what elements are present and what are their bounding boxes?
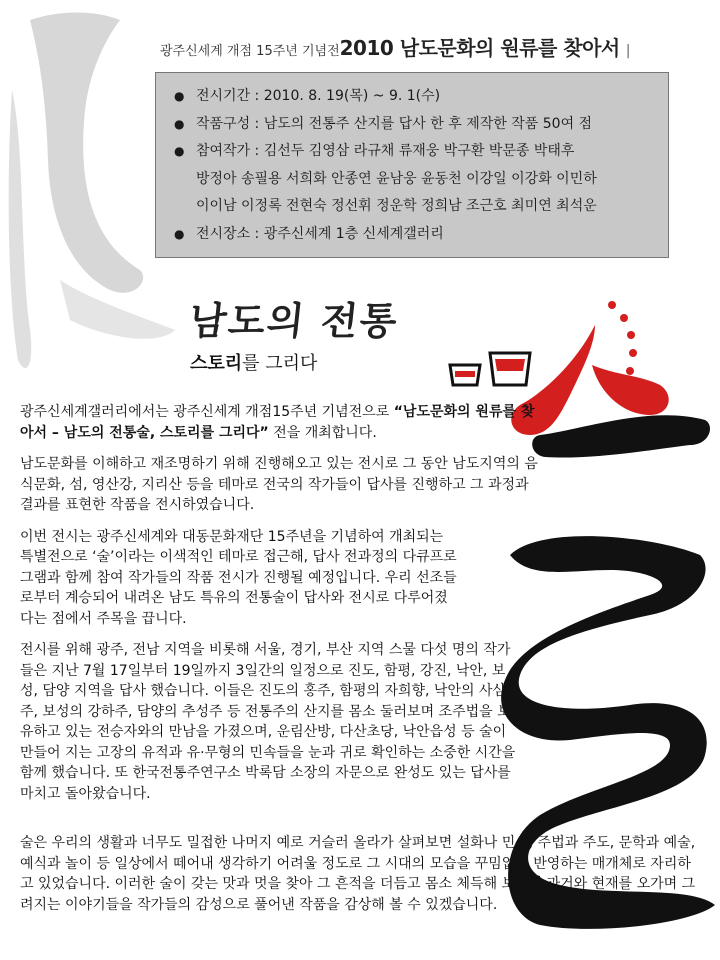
- page-header: [160, 32, 700, 66]
- calligraphy-title: [187, 290, 450, 390]
- cup-icon: [450, 365, 480, 385]
- intro-quote: “남도문화의 원류를 찾아서 – 남도의 전통술, 스토리를 그리다”: [20, 404, 535, 441]
- intro-text-a: 광주신세계갤러리에서는 광주신세계 개점15주년 기념전으로: [20, 404, 394, 420]
- title-subtitle: [190, 349, 450, 375]
- paragraph-special-exhibition: 이번 전시는 광주신세계와 대동문화재단 15주년을 기념하여 개최되는 특별전으로 ‘술’이라는 이색적인 테마로 접근해, 답사 전과정의 다큐프로그램과 함께 참여 작가들의 작품 전시가 진행될 예정입니다. 우리 선조들로부터 계승되어 내려온 남도 특유의 전통술이 답사와 전시로 다루어졌다는 점에서 주목을 끕니다.: [20, 528, 457, 627]
- info-artists-cont: [174, 193, 668, 221]
- paragraph-conclusion: 술은 우리의 생활과 너무도 밀접한 나머지 예로 거슬러 올라가 살펴보면 설화나 민속, 주법과 주도, 문학과 예술, 예식과 놀이 등 일상에서 떼어내 생각하기 어려울 정도로 그 시대의 모습을 꾸밈없이 반영하는 매개체로 자리하고 있었습니다. 이러한 술이 갖는 맛과 멋을 찾아 그 흔적을 더듬고 몸소 체득해 보면서 과거와 현재를 오가며 그려지는 이야기들을 작가들의 감성으로 풀어낸 작품을 감상해 볼 수 있겠습니다.: [20, 835, 696, 913]
- header-divider: |: [625, 43, 631, 59]
- intro-text-b: 전을 개최합니다.: [268, 424, 377, 441]
- artists-label: 참여작가 :: [196, 143, 264, 159]
- bullet-icon: ●: [174, 116, 185, 131]
- bullet-icon: ●: [174, 226, 185, 241]
- artists-line-2: 방정아 송필용 서희화 안종연 윤남웅 윤동천 이강일 이강화 이민하: [196, 170, 597, 187]
- bullet-icon: ●: [174, 89, 185, 103]
- header-title: 2010 남도문화의 원류를 찾아서: [339, 36, 620, 60]
- bullet-icon: ●: [174, 144, 185, 158]
- venue-label: 전시장소 :: [196, 225, 264, 242]
- period-label: 전시기간 :: [196, 88, 264, 104]
- info-period: [174, 83, 668, 111]
- info-artists: [174, 138, 668, 166]
- red-dotted-arc: [608, 301, 637, 375]
- article-body: [20, 402, 560, 815]
- composition-value: 남도의 전통주 산지를 답사 한 후 제작한 작품 50여 점: [263, 115, 593, 132]
- paragraph-intro: [20, 402, 540, 443]
- period-value: 2010. 8. 19(목) ~ 9. 1(수): [263, 88, 441, 104]
- header-subtitle: 광주신세계 개점 15주년 기념전: [160, 44, 340, 59]
- paragraph-background: 남도문화를 이해하고 재조명하기 위해 진행해오고 있는 전시로 그 동안 남도지역의 음식문화, 섬, 영산강, 지리산 등을 테마로 전국의 작가들이 답사를 진행하고 그 과정과 결과를 표현한 작품을 전시하였습니다.: [20, 456, 538, 513]
- title-sub-rest: 를 그리다: [242, 353, 318, 374]
- info-venue: [174, 221, 668, 249]
- title-main: 남도의 전통: [187, 298, 401, 343]
- artists-line-1: 김선두 김영삼 라규채 류재웅 박구환 박문종 박태후: [263, 143, 575, 159]
- exhibition-info-box: [155, 72, 669, 258]
- composition-label: 작품구성 :: [196, 115, 264, 132]
- info-artists-cont: [174, 166, 668, 194]
- title-sub-bold: 스토리: [190, 353, 243, 374]
- paragraph-field-trip: 전시를 위해 광주, 전남 지역을 비롯해 서울, 경기, 부산 지역 스물 다섯 명의 작가들은 지난 7월 17일부터 19일까지 3일간의 일정으로 진도, 함평, 강진, 낙안, 보성, 담양 지역을 답사 했습니다. 이들은 진도의 홍주, 함평의 자희향, 낙안의 사삼주, 보성의 강하주, 담양의 추성주 등 전통주의 산지를 몸소 둘러보며 조주법을 보유하고 있는 전승자와의 만남을 가졌으며, 운림산방, 다산초당, 낙안읍성 등 술이 만들어 지는 고장의 유적과 유·무형의 민속들을 눈과 귀로 확인하는 소중한 시간을 함께 했습니다. 또 한국전통주연구소 박록담 소장의 자문으로 완성도 있는 답사를 마치고 돌아왔습니다.: [20, 642, 516, 802]
- info-composition: [174, 111, 668, 139]
- venue-value: 광주신세계 1층 신세계갤러리: [263, 225, 444, 242]
- artists-line-3: 이이남 이정록 전현숙 정선휘 정운학 정희남 조근호 최미연 최석운: [196, 198, 597, 214]
